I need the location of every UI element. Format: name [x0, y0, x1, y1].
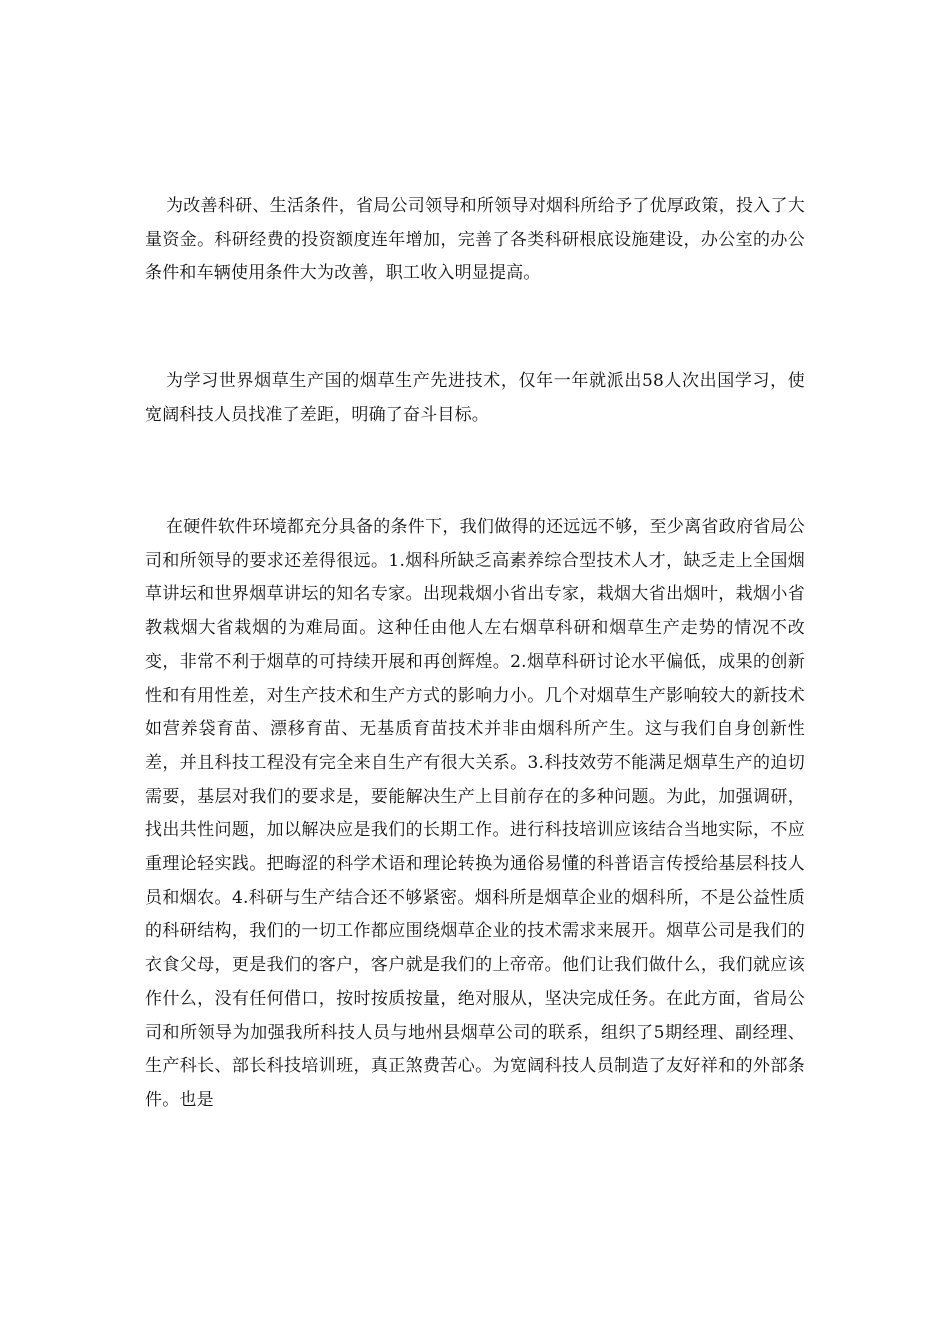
- paragraph-overseas-study: 为学习世界烟草生产国的烟草生产先进技术，仅年一年就派出58人次出国学习，使宽阔科技人员找准了差距，明确了奋斗目标。: [145, 371, 805, 425]
- paragraph-shortcomings: 在硬件软件环境都充分具备的条件下，我们做得的还远远不够，至少离省政府省局公司和所领导的要求还差得很远。1.烟科所缺乏高素养综合型技术人才，缺乏走上全国烟草讲坛和世界烟草讲坛的知名专家。出现栽烟小省出专家，栽烟大省出烟叶，栽烟小省教栽烟大省栽烟的为难局面。这种任由他人左右烟草科研和烟草生产走势的情况不改变，非常不利于烟草的可持续开展和再创辉煌。2.烟草科研讨论水平偏低，成果的创新性和有用性差，对生产技术和生产方式的影响力小。几个对烟草生产影响较大的新技术如营养袋育苗、漂移育苗、无基质育苗技术并非由烟科所产生。这与我们自身创新性差，并且科技工程没有完全来自生产有很大关系。3.科技效劳不能满足烟草生产的迫切需要，基层对我们的要求是，要能解决生产上目前存在的多种问题。为此，加强调研，找出共性问题，加以解决应是我们的长期工作。进行科技培训应该结合当地实际，不应重理论轻实践。把晦涩的科学术语和理论转换为通俗易懂的科普语言传授给基层科技人员和烟农。4.科研与生产结合还不够紧密。烟科所是烟草企业的烟科所，不是公益性质的科研结构，我们的一切工作都应围绕烟草企业的技术需求来展开。烟草公司是我们的衣食父母，更是我们的客户，客户就是我们的上帝帝。他们让我们做什么，我们就应该作什么，没有任何借口，按时按质按量，绝对服从，坚决完成任务。在此方面，省局公司和所领导为加强我所科技人员与地州县烟草公司的联系，组织了5期经理、副经理、生产科长、部长科技培训班，真正煞费苦心。为宽阔科技人员制造了友好祥和的外部条件。也是: [145, 517, 805, 1110]
- paragraph-research-conditions: 为改善科研、生活条件，省局公司领导和所领导对烟科所给予了优厚政策，投入了大量资金。科研经费的投资额度连年增加，完善了各类科研根底设施建设，办公室的办公条件和车辆使用条件大为改善，职工收入明显提高。: [145, 196, 805, 284]
